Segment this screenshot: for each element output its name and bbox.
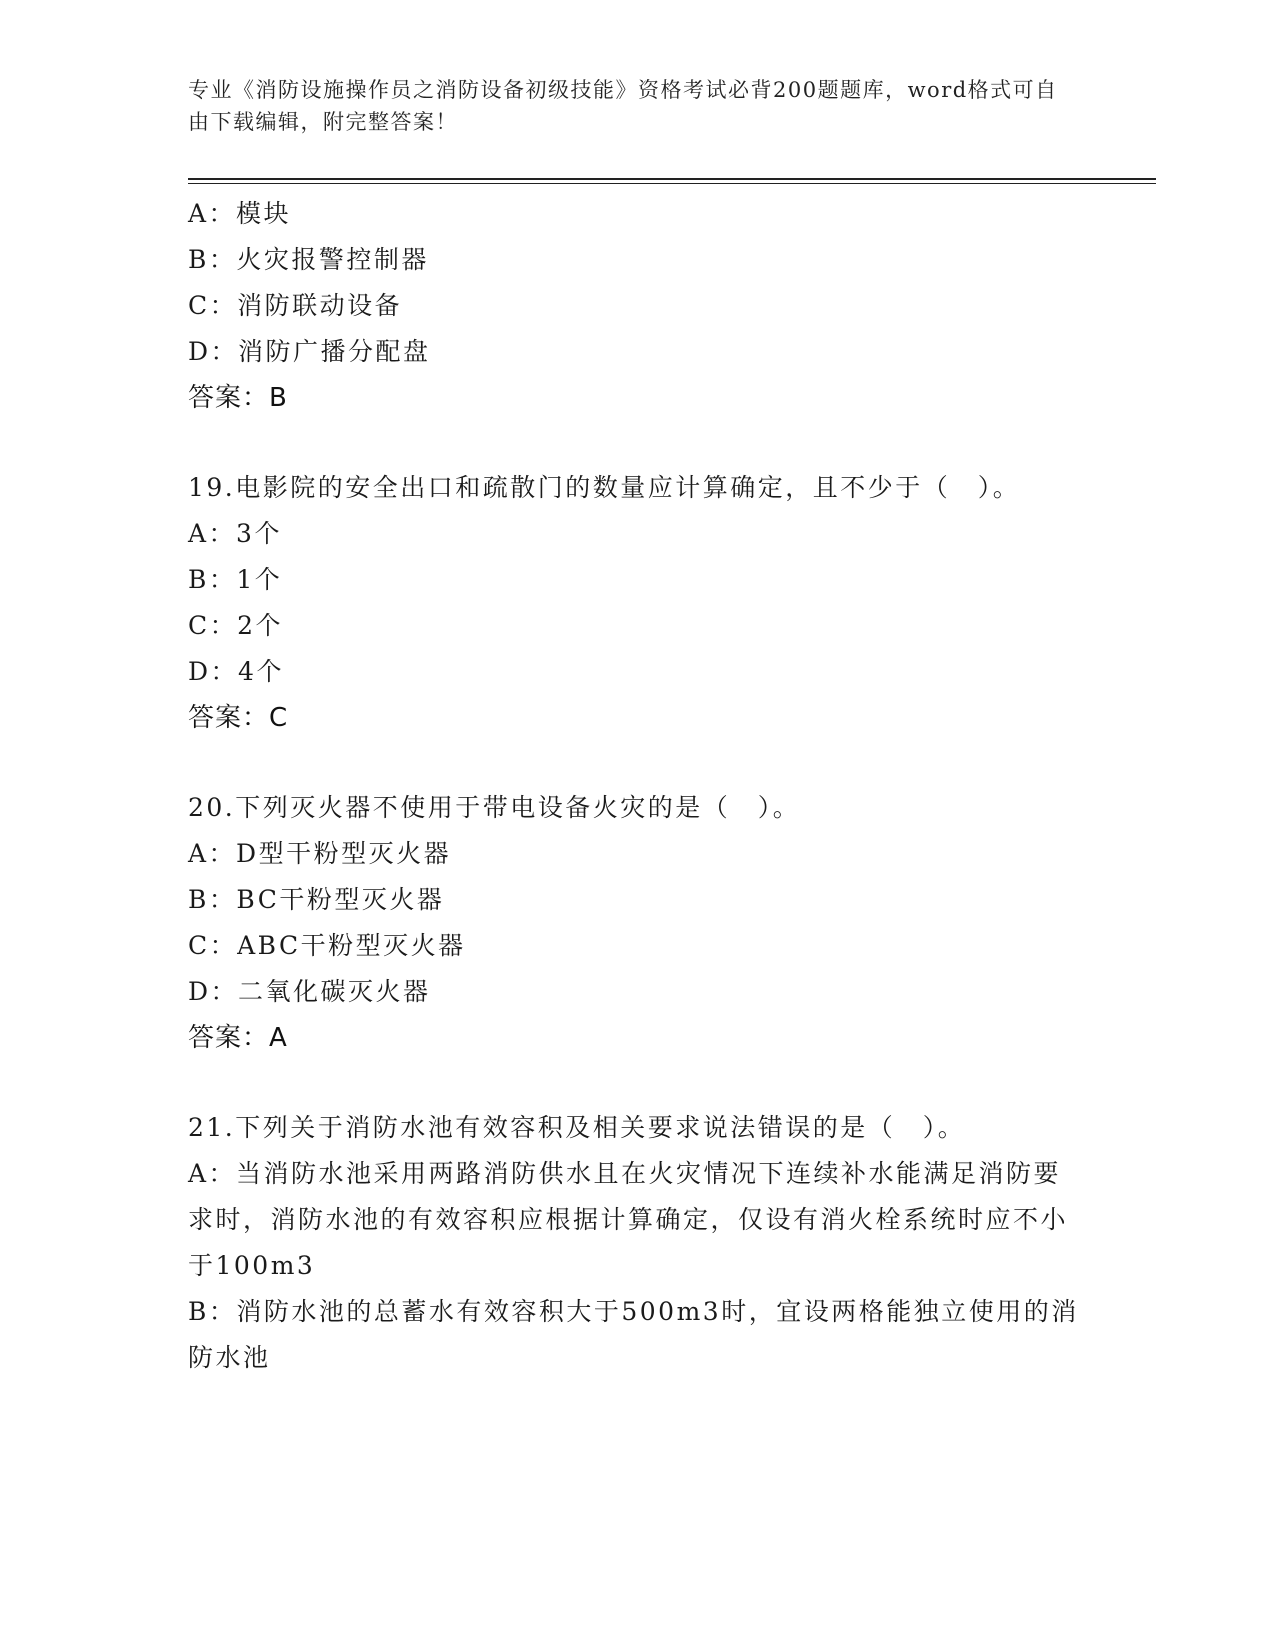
question-text: 21.下列关于消防水池有效容积及相关要求说法错误的是（ ）。	[188, 1113, 966, 1142]
option-a: A：模块	[188, 199, 292, 228]
option-a: A：3个	[188, 519, 282, 548]
option-c: C：消防联动设备	[188, 291, 403, 320]
question-text: 20.下列灭火器不使用于带电设备火灾的是（ ）。	[188, 793, 801, 822]
option-a: A：D型干粉型灭火器	[188, 839, 452, 868]
option-b: B：火灾报警控制器	[188, 245, 429, 274]
question-block-20	[188, 785, 1088, 1061]
spacer	[188, 421, 1088, 465]
question-block-18	[188, 191, 1088, 421]
spacer	[188, 1061, 1088, 1105]
option-d: D：消防广播分配盘	[188, 337, 431, 366]
answer-line: 答案：C	[188, 703, 289, 733]
option-a: A：当消防水池采用两路消防供水且在火灾情况下连续补水能满足消防要求时，消防水池的有效容积应根据计算确定，仅设有消火栓系统时应不小于100m3	[188, 1159, 1069, 1280]
option-c: C：2个	[188, 611, 284, 640]
document-title: 专业《消防设施操作员之消防设备初级技能》资格考试必背200题题库，word格式可自由下载编辑，附完整答案！	[188, 78, 1058, 134]
option-d: D：4个	[188, 657, 284, 686]
question-list	[188, 191, 1088, 1381]
option-b: B：消防水池的总蓄水有效容积大于500m3时，宜设两格能独立使用的消防水池	[188, 1297, 1079, 1372]
answer-line: 答案：A	[188, 1023, 288, 1053]
option-c: C：ABC干粉型灭火器	[188, 931, 466, 960]
header-divider-thin	[188, 183, 1156, 184]
option-b: B：1个	[188, 565, 283, 594]
spacer	[188, 741, 1088, 785]
question-text: 19.电影院的安全出口和疏散门的数量应计算确定，且不少于（ ）。	[188, 473, 1021, 502]
option-b: B：BC干粉型灭火器	[188, 885, 445, 914]
answer-line: 答案：B	[188, 383, 288, 413]
question-block-19	[188, 465, 1088, 741]
option-d: D：二氧化碳灭火器	[188, 977, 431, 1006]
question-block-21	[188, 1105, 1088, 1381]
header-divider-thick	[188, 178, 1156, 180]
